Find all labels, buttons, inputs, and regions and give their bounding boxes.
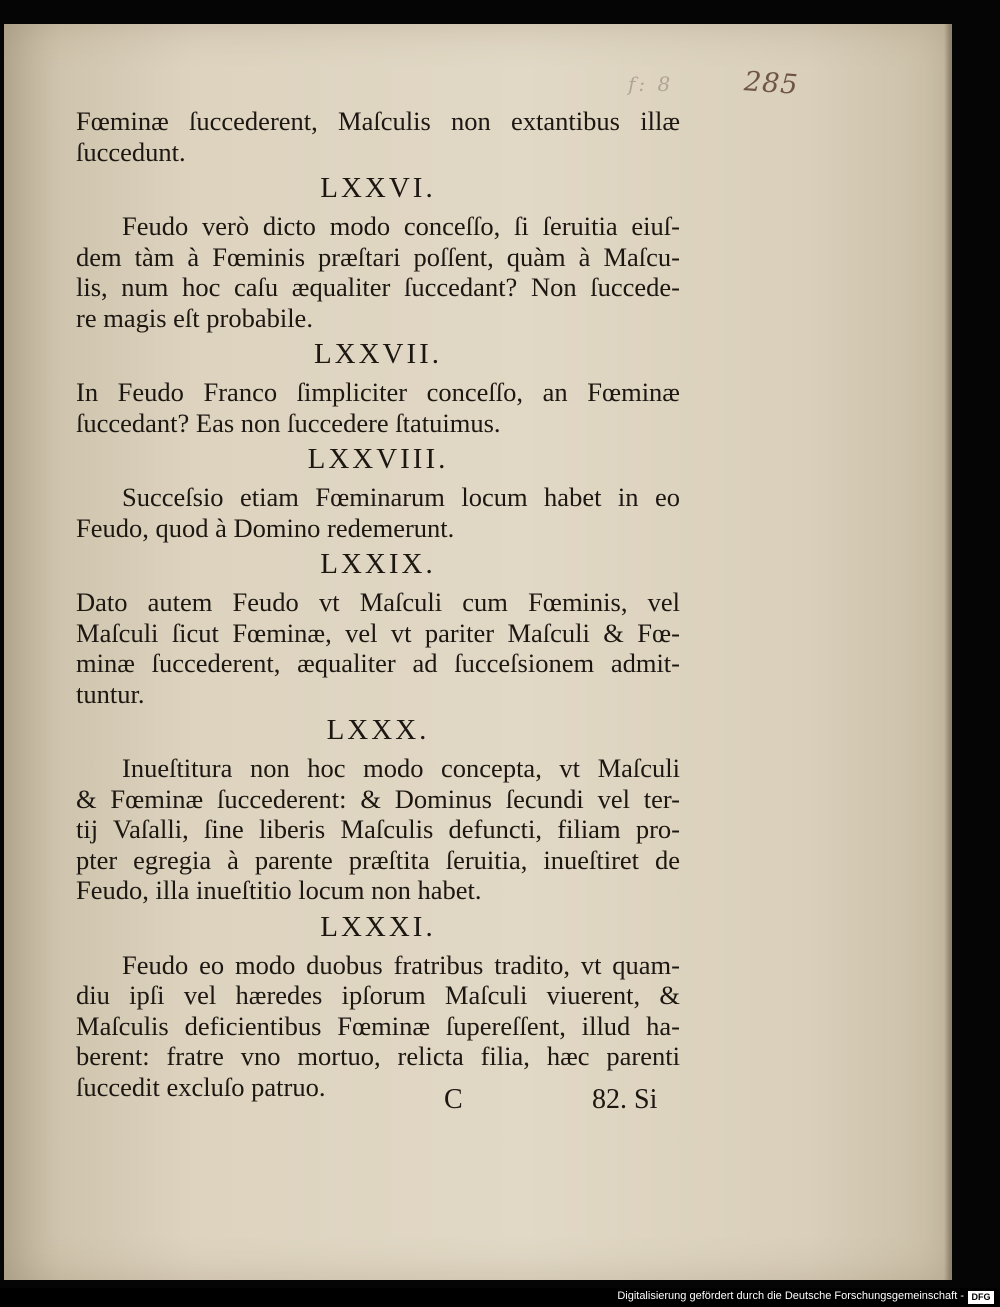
article-6 <box>76 910 680 1103</box>
text-line: lis, num hoc caſu æqualiter ſuccedant? Non ſuccede- <box>76 272 680 302</box>
text-line: Dato autem Feudo vt Maſculi cum Fœminis, vel <box>76 587 680 617</box>
article-2 <box>76 337 680 438</box>
article-heading: LXXVIII. <box>307 443 449 475</box>
text-line: ſuccedant? Eas non ſuccedere ſtatuimus. <box>76 407 501 438</box>
book-page <box>4 24 952 1280</box>
text-line: ſuccedit excluſo patruo. <box>76 1071 326 1102</box>
text-line: dem tàm à Fœminis præſtari poſſent, quàm à Maſcu- <box>76 241 680 272</box>
text-line: In Feudo Franco ſimpliciter conceſſo, an Fœminæ <box>76 377 680 407</box>
article-heading: LXXVII. <box>313 338 443 370</box>
dfg-logo: DFG <box>968 1291 994 1304</box>
article-heading: LXXIX. <box>320 548 436 580</box>
text-line: Maſculi ſicut Fœminæ, vel vt pariter Maſculi & Fœ- <box>76 617 680 648</box>
digitization-footer <box>0 1288 1000 1307</box>
catchline <box>4 1084 950 1124</box>
text-line: Feudo, illa inueſtitio locum non habet. <box>76 875 482 905</box>
text-line: tij Vaſalli, ſine liberis Maſculis defuncti, filiam pro- <box>76 814 680 844</box>
text-line: minæ ſuccederent, æqualiter ad ſucceſsionem admit- <box>76 648 680 678</box>
article-4 <box>76 547 680 709</box>
article-5 <box>76 713 680 906</box>
article-1 <box>76 171 680 333</box>
article-heading: LXXX. <box>326 714 430 746</box>
body-text <box>76 106 680 1106</box>
text-line: re magis eſt probabile. <box>76 302 313 333</box>
footer-credit: Digitalisierung gefördert durch die Deutsche Forschungsgemeinschaft - <box>617 1290 964 1302</box>
text-line: Inueſtitura non hoc modo concepta, vt Maſculi <box>122 753 680 783</box>
text-line: berent: fratre vno mortuo, relicta filia, hæc parenti <box>76 1041 680 1071</box>
text-line: & Fœminæ ſuccederent: & Dominus ſecundi vel ter- <box>76 783 680 814</box>
text-line: tuntur. <box>76 678 145 709</box>
text-line: Feudo, quod à Domino redemerunt. <box>76 512 455 543</box>
text-line: Feudo verò dicto modo conceſſo, ſi ſeruitia eiuſ- <box>122 211 680 241</box>
text-line: pter egregia à parente præſtita ſeruitia, inueſtiret de <box>76 844 680 875</box>
text-line: Feudo eo modo duobus fratribus tradito, vt quam- <box>122 949 680 980</box>
signature-mark: C <box>444 1084 463 1115</box>
text-line: Succeſsio etiam Fœminarum locum habet in eo <box>122 482 680 512</box>
text-line: Fœminæ ſuccederent, Maſculis non extantibus illæ <box>76 106 680 136</box>
handwritten-folio-number: 285 <box>742 66 800 101</box>
article-heading: LXXVI. <box>320 172 436 204</box>
article-3 <box>76 442 680 543</box>
article-0 <box>76 106 680 167</box>
text-line: ſuccedunt. <box>76 136 186 167</box>
catchword: 82. Si <box>592 1084 658 1115</box>
article-heading: LXXXI. <box>320 910 436 943</box>
text-line: diu ipſi vel hæredes ipſorum Maſculi viuerent, & <box>76 980 680 1010</box>
text-line: Maſculis deficientibus Fœminæ ſupereſſent, illud ha- <box>76 1010 680 1041</box>
faint-pencil-mark: f: 8 <box>628 72 674 96</box>
